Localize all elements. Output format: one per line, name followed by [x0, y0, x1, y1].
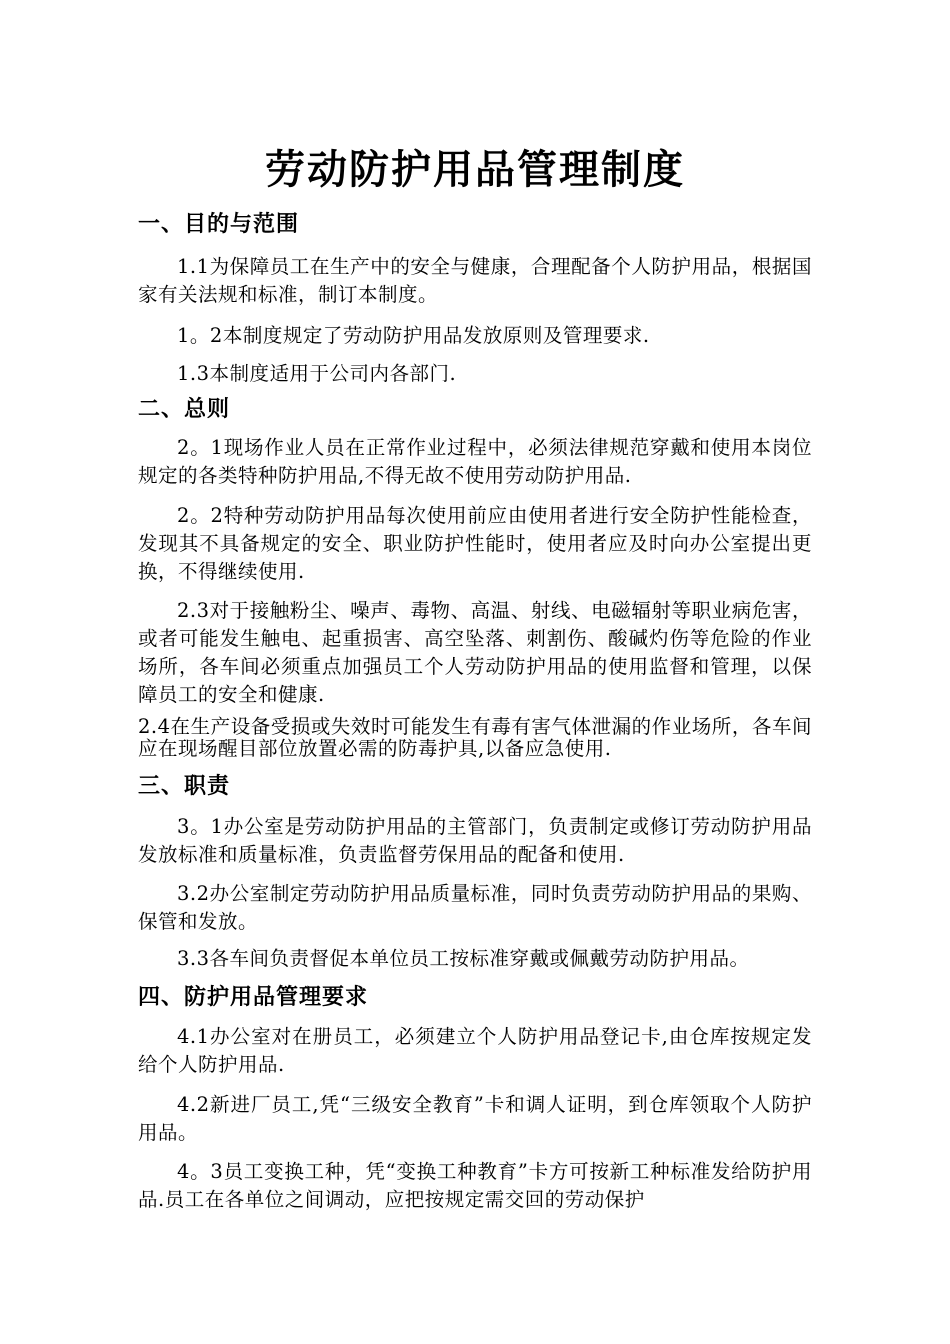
section-heading-purpose-scope: 一、目的与范围: [138, 211, 300, 237]
paragraph-4-3: 4。3员工变换工种，凭“变换工种教育”卡方可按新工种标准发给防护用品.员工在各单位之间调动，应把按规定需交回的劳动保护: [138, 1160, 812, 1211]
paragraph-3-1: 3。1办公室是劳动防护用品的主管部门，负责制定或修订劳动防护用品发放标准和质量标准，负责监督劳保用品的配备和使用.: [138, 815, 812, 866]
document-page: [138, 0, 812, 1344]
document-title: 劳动防护用品管理制度: [265, 146, 685, 193]
section-heading-responsibilities: 三、职责: [138, 773, 231, 799]
section-heading-general-rules: 二、总则: [138, 396, 231, 422]
paragraph-2-2: 2。2特种劳动防护用品每次使用前应由使用者进行安全防护性能检查，发现其不具备规定的安全、职业防护性能时，使用者应及时向办公室提出更换，不得继续使用.: [138, 504, 812, 583]
paragraph-1-2: 1。2本制度规定了劳动防护用品发放原则及管理要求.: [177, 324, 650, 347]
paragraph-2-1: 2。1现场作业人员在正常作业过程中，必须法律规范穿戴和使用本岗位规定的各类特种防护用品,不得无故不使用劳动防护用品.: [138, 436, 812, 487]
paragraph-2-3: 2.3对于接触粉尘、噪声、毒物、高温、射线、电磁辐射等职业病危害，或者可能发生触电、起重损害、高空坠落、刺割伤、酸碱灼伤等危险的作业场所，各车间必须重点加强员工个人劳动防护用品的使用监督和管理，以保障员工的安全和健康.: [138, 599, 812, 706]
paragraph-3-3: 3.3各车间负责督促本单位员工按标准穿戴或佩戴劳动防护用品。: [177, 947, 750, 970]
paragraph-2-4: 2.4在生产设备受损或失效时可能发生有毒有害气体泄漏的作业场所，各车间应在现场醒目部位放置必需的防毒护具,以备应急使用.: [138, 715, 812, 760]
paragraph-3-2: 3.2办公室制定劳动防护用品质量标准，同时负责劳动防护用品的果购、保管和发放。: [138, 882, 812, 933]
paragraph-1-3: 1.3本制度适用于公司内各部门.: [177, 362, 457, 385]
paragraph-4-2: 4.2新进厂员工,凭“三级安全教育”卡和调人证明，到仓库领取个人防护用品。: [138, 1093, 812, 1144]
section-heading-management-requirements: 四、防护用品管理要求: [138, 984, 369, 1010]
paragraph-1-1: 1.1为保障员工在生产中的安全与健康，合理配备个人防护用品，根据国家有关法规和标准，制订本制度。: [138, 255, 812, 306]
paragraph-4-1: 4.1办公室对在册员工，必须建立个人防护用品登记卡,由仓库按规定发给个人防护用品.: [138, 1025, 812, 1076]
